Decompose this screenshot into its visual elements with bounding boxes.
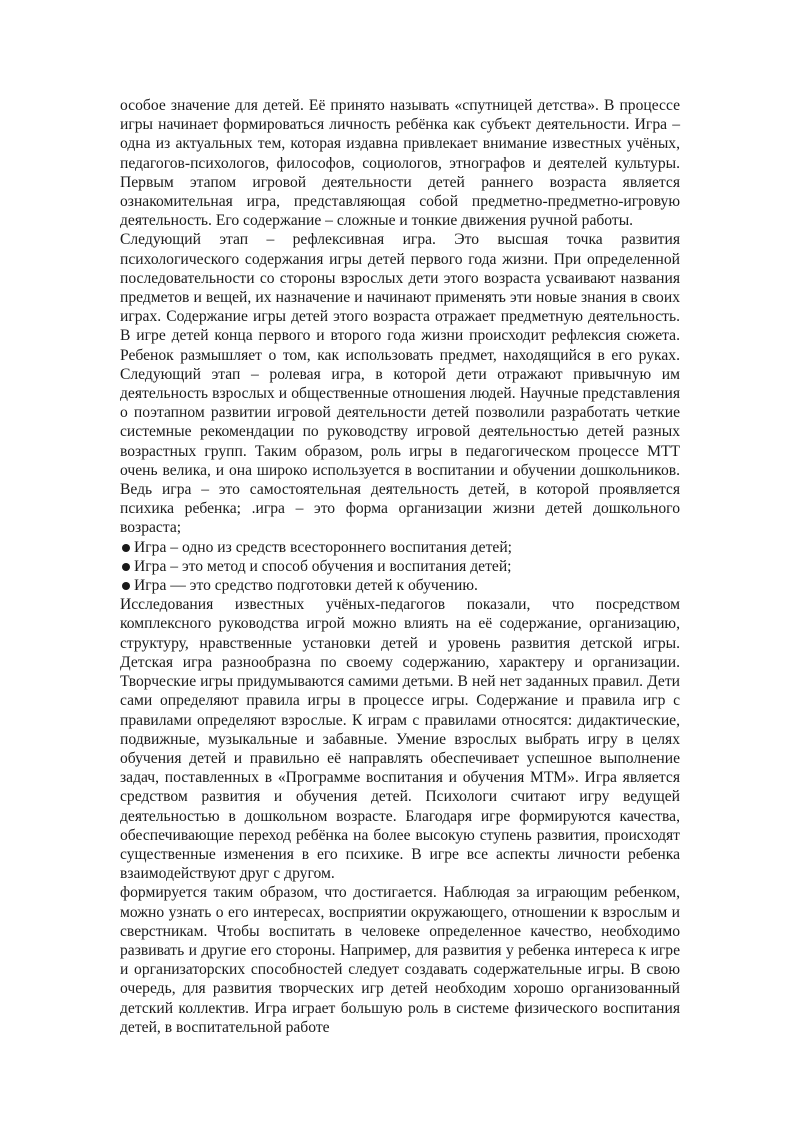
paragraph: формируется таким образом, что достигается. Наблюдая за играющим ребенком, можно узнать о его интересах, восприятии окружающего, отношении к взрослым и сверстникам. Чтобы воспитать в человеке определенное качество, необходимо развивать и другие его стороны. Например, для развития у ребенка интереса к игре и организаторских способностей следует создавать содержательные игры. В свою очередь, для развития творческих игр детей необходим хорошо организованный детский коллектив. Игра играет большую роль в системе физического воспитания детей, в воспитательной работе bbox=[120, 884, 680, 1036]
list-item bbox=[120, 557, 680, 576]
bullet-list bbox=[120, 538, 680, 596]
list-item-text: Игра – это метод и способ обучения и воспитания детей; bbox=[134, 557, 512, 575]
list-item-text: Игра – одно из средств всестороннего воспитания детей; bbox=[134, 538, 512, 556]
list-item-text: Игра — это средство подготовки детей к обучению. bbox=[134, 577, 478, 595]
bullet-icon bbox=[122, 544, 130, 552]
paragraph: Следующий этап – рефлексивная игра. Это высшая точка развития психологического содержания игры детей первого года жизни. При определенной последовательности со стороны взрослых дети этого возраста усваивают названия предметов и вещей, их назначение и начинают применять эти новые знания в своих играх. Содержание игры детей этого возраста отражает предметную деятельность. В игре детей конца первого и второго года жизни происходит рефлексия сюжета. Ребенок размышляет о том, как использовать предмет, находящийся в его руках. Следующий этап – ролевая игра, в которой дети отражают привычную им деятельность взрослых и общественные отношения людей. Научные представления о поэтапном развитии игровой деятельности детей позволили разработать четкие системные рекомендации по руководству игровой деятельностью детей разных возрастных групп. Таким образом, роль игры в педагогическом процессе МТТ очень велика, и она широко используется в воспитании и обучении дошкольников. Ведь игра – это самостоятельная деятельность детей, в которой проявляется психика ребенка; .игра – это форма организации жизни детей дошкольного возраста; bbox=[120, 231, 680, 537]
list-item bbox=[120, 538, 680, 557]
paragraph: Исследования известных учёных-педагогов показали, что посредством комплексного руководства игрой можно влиять на её содержание, организацию, структуру, нравственные установки детей и уровень развития детской игры. Детская игра разнообразна по своему содержанию, характеру и организации. Творческие игры придумываются самими детьми. В ней нет заданных правил. Дети сами определяют правила игры в процессе игры. Содержание и правила игр с правилами определяют взрослые. К играм с правилами относятся: дидактические, подвижные, музыкальные и забавные. Умение взрослых выбрать игру в целях обучения детей и правильно её направлять обеспечивает успешное выполнение задач, поставленных в «Программе воспитания и обучения МТМ». Игра является средством развития и обучения детей. Психологи считают игру ведущей деятельностью в дошкольном возрасте. Благодаря игре формируются качества, обеспечивающие переход ребёнка на более высокую ступень развития, происходят существенные изменения в его психике. В игре все аспекты личности ребенка взаимодействуют друг с другом. bbox=[120, 596, 680, 883]
bullet-icon bbox=[122, 563, 130, 571]
list-item bbox=[120, 576, 680, 595]
paragraph: особое значение для детей. Её принято называть «спутницей детства». В процессе игры начинает формироваться личность ребёнка как субъект деятельности. Игра – одна из актуальных тем, которая издавна привлекает внимание известных учёных, педагогов-психологов, философов, социологов, этнографов и деятелей культуры. Первым этапом игровой деятельности детей раннего возраста является ознакомительная игра, представляющая собой предметно-предметно-игровую деятельность. Его содержание – сложные и тонкие движения ручной работы. bbox=[120, 97, 680, 230]
bullet-icon bbox=[122, 582, 130, 590]
document-page bbox=[120, 96, 680, 1037]
